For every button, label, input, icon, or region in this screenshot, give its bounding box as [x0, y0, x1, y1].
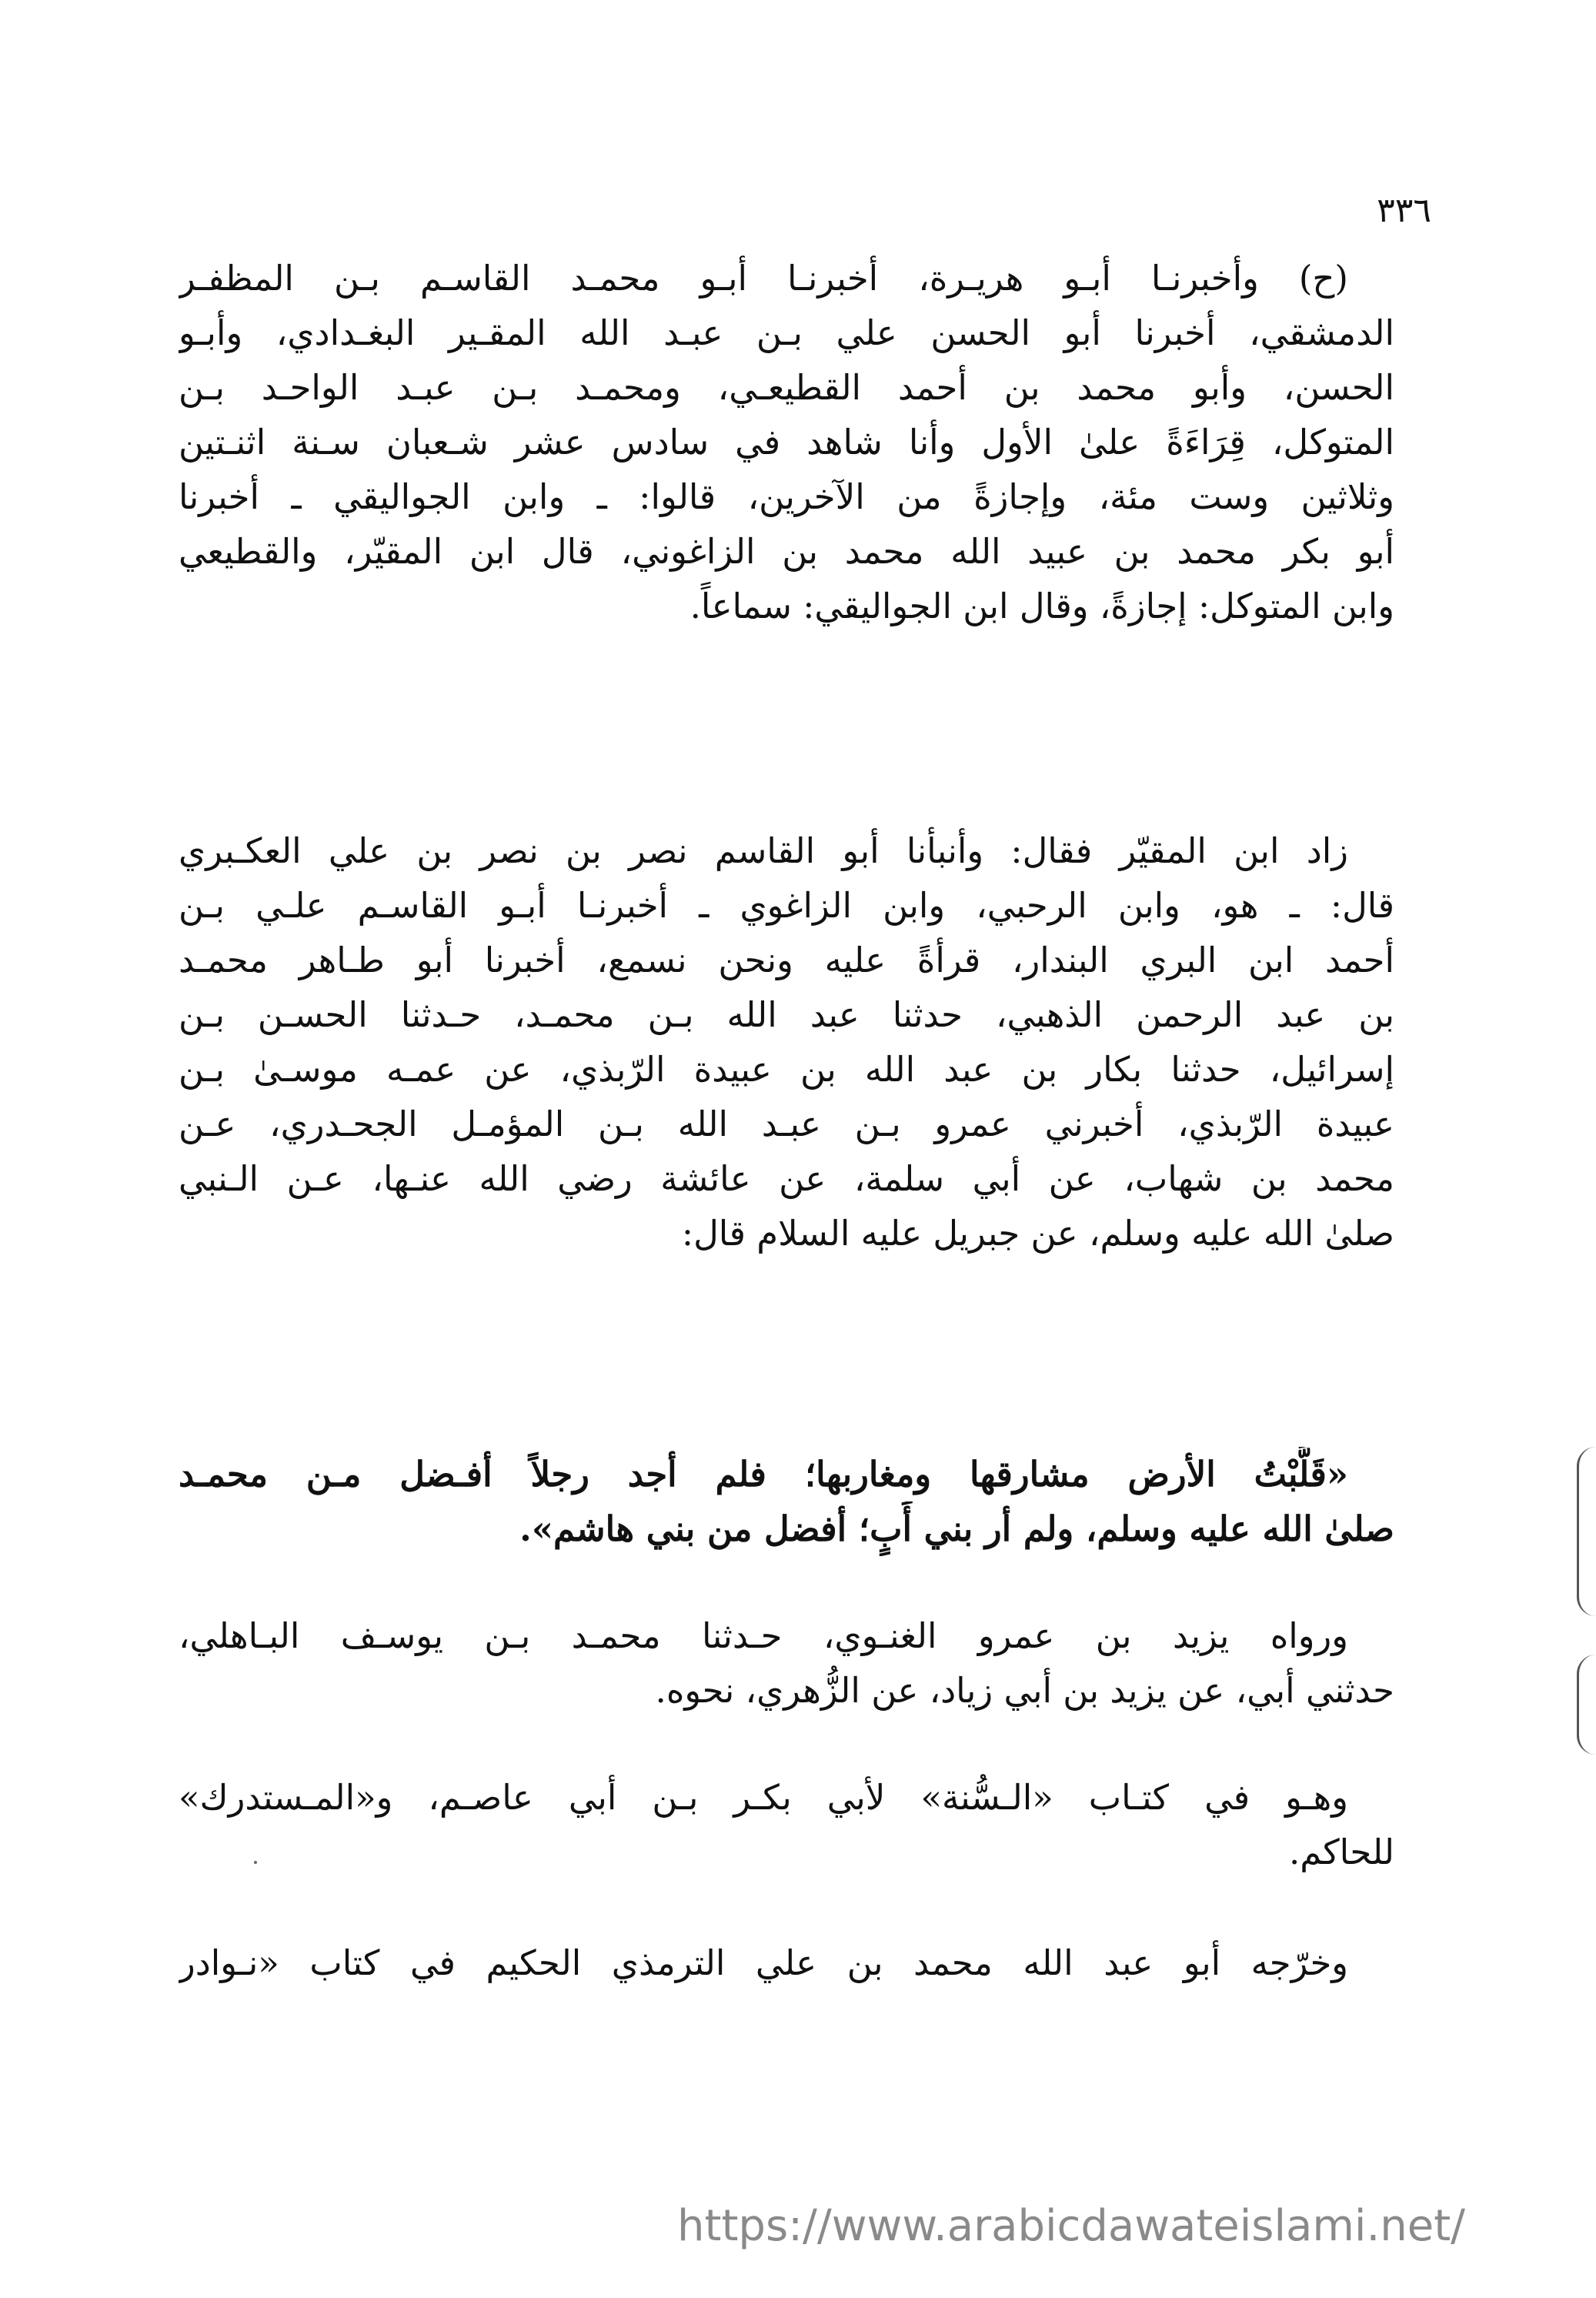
paragraph-isnad-2 — [179, 823, 1394, 1261]
watermark-url: https://www.arabicdawateislami.net/ — [677, 2201, 1466, 2251]
text-line: قال: ـ هو، وابن الرحبي، وابن الزاغوي ـ أخبرنـا أبـو القاسـم علـي بـن — [179, 885, 1394, 926]
binding-edge-mark — [1577, 1447, 1596, 1616]
text-line: «قَلَّبْتُ الأرض مشارقها ومغاربها؛ فلم أجد رجلاً أفـضل مـن محمـد — [179, 1454, 1348, 1495]
text-line: محمد بن شهاب، عن أبي سلمة، عن عائشة رضي الله عنـها، عـن الـنبي — [179, 1158, 1394, 1199]
scan-speck — [254, 1861, 257, 1864]
paragraph-sources — [179, 1770, 1394, 1879]
text-line: (ح) وأخبرنـا أبـو هريـرة، أخبرنـا أبـو محمـد القاسـم بـن المظفـر — [179, 258, 1348, 299]
text-line: بن عبد الرحمن الذهبي، حدثنا عبد الله بـن محمـد، حـدثنا الحسـن بـن — [179, 994, 1394, 1035]
text-line: عبيدة الرّبذي، أخبرني عمرو بـن عبـد الله بـن المؤمـل الجحـدري، عـن — [179, 1104, 1394, 1144]
text-line: الدمشقي، أخبرنا أبو الحسن علي بـن عبـد الله المقـير البغـدادي، وأبـو — [179, 312, 1394, 353]
text-line: حدثني أبي، عن يزيد بن أبي زياد، عن الزُّهري، نحوه. — [655, 1670, 1394, 1711]
text-line: أحمد ابن البري البندار، قرأةً عليه ونحن نسمع، أخبرنا أبو طـاهر محمـد — [179, 940, 1394, 980]
text-line: للحاكم. — [1288, 1832, 1394, 1872]
paragraph-takhrij — [179, 1936, 1394, 1990]
text-line: زاد ابن المقيّر فقال: وأنبأنا أبو القاسم نصر بن نصر بن علي العكـبري — [179, 830, 1348, 871]
paragraph-isnad-1 — [179, 251, 1394, 633]
paragraph-hadith-text — [179, 1447, 1394, 1556]
text-line: الحسن، وأبو محمد بن أحمد القطيعـي، ومحمـد بـن عبـد الواحـد بـن — [179, 367, 1394, 408]
text-line: إسرائيل، حدثنا بكار بن عبد الله بن عبيدة الرّبذي، عن عمـه موسـىٰ بـن — [179, 1049, 1394, 1090]
text-line: صلىٰ الله عليه وسلم، ولم أر بني أَبٍ؛ أفضل من بني هاشم». — [519, 1508, 1394, 1549]
text-line: ورواه يزيد بن عمرو الغنـوي، حـدثنا محمـد بـن يوسـف البـاهلي، — [179, 1615, 1348, 1656]
binding-edge-mark — [1577, 1655, 1596, 1755]
text-line: المتوكل، قِرَاءَةً علىٰ الأول وأنا شاهد في سادس عشر شـعبان سـنة اثنـتين — [179, 422, 1394, 463]
text-line: وهـو في كتـاب «الـسُّنة» لأبي بكـر بـن أبي عاصـم، و«المـستدرك» — [179, 1777, 1348, 1818]
paragraph-riwaya — [179, 1608, 1394, 1718]
text-line: وثلاثين وست مئة، وإجازةً من الآخرين، قالوا: ـ وابن الجواليقي ـ أخبرنا — [179, 476, 1394, 517]
text-line: وابن المتوكل: إجازةً، وقال ابن الجواليقي: سماعاً. — [689, 586, 1394, 626]
text-line: أبو بكر محمد بن عبيد الله محمد بن الزاغوني، قال ابن المقيّر، والقطيعي — [179, 531, 1394, 572]
page-number: ٣٣٦ — [1377, 191, 1431, 230]
text-line: صلىٰ الله عليه وسلم، عن جبريل عليه السلام قال: — [681, 1213, 1394, 1254]
text-line: وخرّجه أبو عبد الله محمد بن علي الترمذي الحكيم في كتاب «نـوادر — [179, 1942, 1348, 1983]
